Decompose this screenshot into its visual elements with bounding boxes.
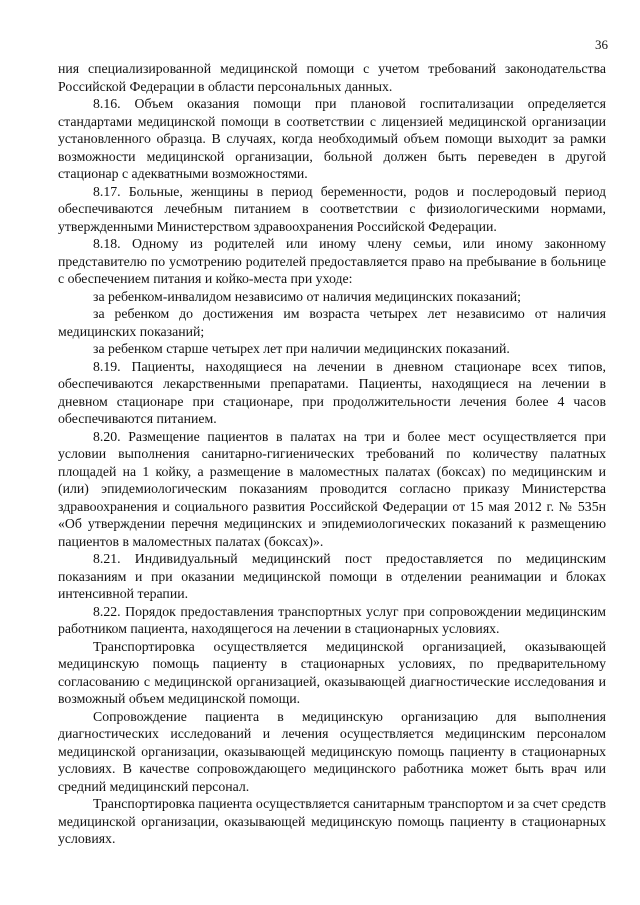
paragraph-continuation: ния специализированной медицинской помощи с учетом требований законодательства Российской Федерации в области персональных данных. xyxy=(58,61,606,94)
paragraph-transport: Транспортировка осуществляется медицинской организацией, оказывающей медицинскую помощь пациенту в стационарных условиях, по предварительному согласованию с медицинской организацией, оказывающей диагностические исследования и возможный объем медицинской помощи. xyxy=(58,638,606,706)
paragraph-8-19: 8.19. Пациенты, находящиеся на лечении в дневном стационаре всех типов, обеспечиваются лекарственными препаратами. Пациенты, находящиеся на лечении в дневном стационаре при стационаре, при продолжительности лечения более 4 часов обеспечиваются питанием. xyxy=(58,358,606,426)
paragraph-8-22: 8.22. Порядок предоставления транспортных услуг при сопровождении медицинским работником пациента, находящегося на лечении в стационарных условиях. xyxy=(58,603,606,636)
paragraph-8-17: 8.17. Больные, женщины в период беременности, родов и послеродовый период обеспечиваются лечебным питанием в соответствии с физиологическими нормами, утвержденными Министерством здравоохранения Российской Федерации. xyxy=(58,183,606,234)
paragraph-8-20: 8.20. Размещение пациентов в палатах на три и более мест осуществляется при условии выполнения санитарно-гигиенических требований по количеству палатных площадей на 1 койку, а размещение в маломестных палатах (боксах) по медицинским и (или) эпидемиологическим показаниям проводится согласно приказу Министерства здравоохранения и социального развития Российской Федерации от 15 мая 2012 г. № 535н «Об утверждении перечня медицинских и эпидемиологических показаний к размещению пациентов в маломестных палатах (боксах)». xyxy=(58,428,606,549)
paragraph-8-21: 8.21. Индивидуальный медицинский пост предоставляется по медицинским показаниям и при оказании медицинской помощи в отделении реанимации и блоках интенсивной терапии. xyxy=(58,551,606,601)
paragraph-8-18-item-1: за ребенком-инвалидом независимо от наличия медицинских показаний; xyxy=(93,288,521,304)
paragraph-escort: Сопровождение пациента в медицинскую организацию для выполнения диагностических исследований и лечения осуществляется медицинским персоналом медицинской организации, оказывающей медицинскую помощь пациенту в стационарных условиях. В качестве сопровождающего медицинского работника может быть врач или средний медицинский персонал. xyxy=(58,708,606,794)
paragraph-8-16: 8.16. Объем оказания помощи при плановой госпитализации определяется стандартами медицинской помощи в соответствии с лицензией медицинской организации установленного образца. В случаях, когда необходимый объем помощи выходит за рамки возможности медицинской организации, больной должен быть переведен в другой стационар с адекватными возможностями. xyxy=(58,96,606,181)
document-body xyxy=(58,60,606,848)
paragraph-8-18: 8.18. Одному из родителей или иному члену семьи, или иному законному представителю по усмотрению родителей предоставляется право на пребывание в больнице с обеспечением питания и койко-места при уходе: xyxy=(58,236,606,286)
paragraph-8-18-item-3: за ребенком старше четырех лет при наличии медицинских показаний. xyxy=(93,341,510,356)
paragraph-transport-funding: Транспортировка пациента осуществляется санитарным транспортом и за счет средств медицинской организации, оказывающей медицинскую помощь пациенту в стационарных условиях. xyxy=(58,796,606,846)
page-number: 36 xyxy=(595,37,608,52)
paragraph-8-18-item-2: за ребенком до достижения им возраста четырех лет независимо от наличия медицинских показаний; xyxy=(58,306,606,339)
